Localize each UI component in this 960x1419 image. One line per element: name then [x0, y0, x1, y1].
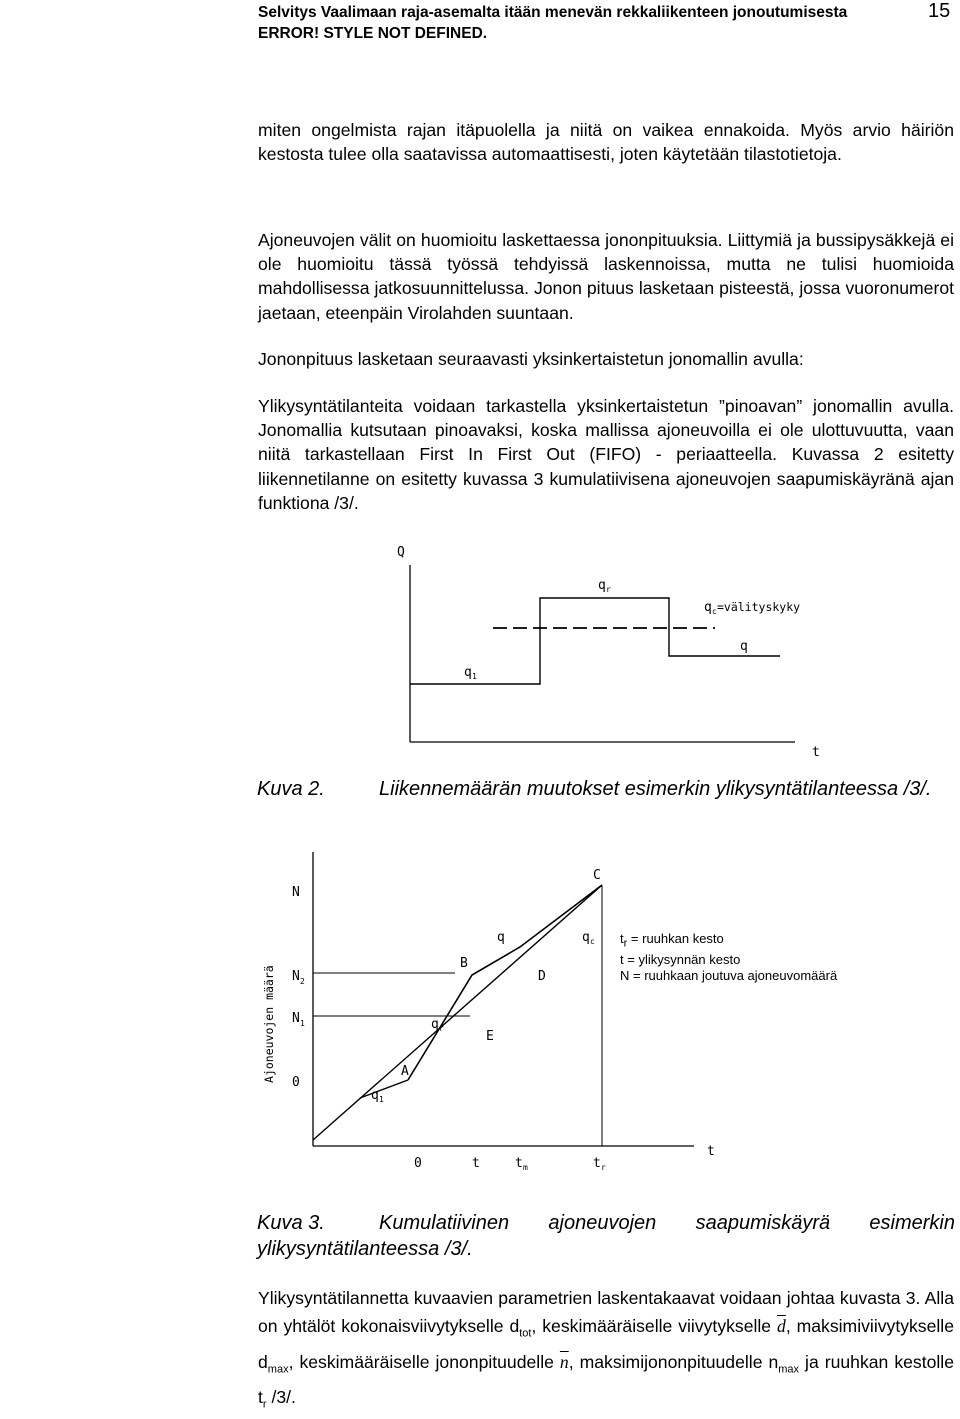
fig3-qc-line	[313, 885, 602, 1140]
figure-2-caption-label: Kuva 2.	[257, 778, 325, 800]
paragraph-3: Jononpituus lasketaan seuraavasti yksinkertaistetun jonomallin avulla:	[258, 349, 804, 369]
fig2-qr-label: q	[598, 578, 606, 593]
n-bar-symbol: $\overline{n}$	[559, 1351, 569, 1372]
fig2-qr-sub: r	[606, 585, 611, 594]
figure-3-caption	[257, 1210, 955, 1262]
paragraph-1: miten ongelmista rajan itäpuolella ja niitä on vaikea ennakoida. Myös arvio häiriön kestosta tulee olla saatavissa automaattisesti, joten käytetään tilastotietoja.	[258, 120, 954, 165]
fig3-qr-label: q	[431, 1017, 439, 1032]
fig2-q1-sub: 1	[472, 672, 477, 681]
fig3-x-t: t	[472, 1156, 480, 1171]
fig2-qc-label: q	[704, 600, 712, 615]
fig2-qc-sub: c	[712, 607, 717, 616]
fig3-y-label: N	[292, 885, 300, 900]
fig3-x-tr: t	[593, 1156, 601, 1171]
fig3-x-tr-sub: r	[601, 1163, 606, 1172]
figure-3-caption-text: Kumulatiivinen ajoneuvojen saapumiskäyrä esimerkin ylikysyntätilanteessa /3/.	[257, 1212, 955, 1260]
fig3-d-label: D	[538, 969, 546, 984]
fig3-x-tm-sub: m	[523, 1163, 528, 1172]
fig3-x-label: t	[707, 1144, 715, 1159]
fig2-q-right: q	[740, 639, 748, 654]
fig3-arrival-curve	[408, 885, 602, 1080]
fig3-n1-label: N	[292, 1011, 300, 1026]
document-header	[258, 2, 847, 44]
figure-3-diagram	[0, 845, 960, 1185]
fig3-x-tm: t	[515, 1156, 523, 1171]
fig3-legend-item: t = ylikysynnän kesto	[620, 951, 741, 967]
fig3-n2-label: N	[292, 969, 300, 984]
header-title: Selvitys Vaalimaan raja-asemalta itään menevän rekkaliikenteen jonoutumisesta	[258, 4, 848, 21]
fig3-x-zero: 0	[414, 1156, 422, 1171]
figure-2-diagram	[0, 530, 960, 770]
fig2-q1-label: q	[464, 665, 472, 680]
fig2-qc-text: =välityskyky	[717, 600, 801, 614]
page-number: 15	[928, 0, 951, 22]
fig3-c-label: C	[593, 868, 601, 883]
fig3-n1-sub: 1	[300, 1019, 305, 1028]
paragraph-4: Ylikysyntätilanteita voidaan tarkastella yksinkertaistetun ”pinoavan” jonomallin avulla. Jonomallia kutsutaan pinoavaksi, koska mallissa ajoneuvoilla ei ole ulottuvuutta, vaan niitä tarkastellaan First In First Out (FIFO) - periaatteella. Kuvassa 2 esitetty liikennetilanne on esitetty kuvassa 3 kumulatiivisena ajoneuvojen saapumiskäyränä ajan funktiona /3/.	[258, 396, 954, 513]
d-bar-symbol: $\overline{d}$	[777, 1316, 786, 1336]
fig3-b-label: B	[460, 956, 468, 971]
fig3-legend-item: $t_r$ = ruuhkan kesto	[620, 931, 724, 950]
fig3-a-label: A	[401, 1064, 409, 1079]
header-error: ERROR! STYLE NOT DEFINED.	[258, 25, 488, 42]
fig3-legend	[620, 931, 837, 984]
fig3-qc-sub: c	[590, 937, 595, 946]
fig3-n2-sub: 2	[300, 977, 305, 986]
fig3-y-axis-title: Ajoneuvojen määrä	[262, 965, 276, 1083]
figure-2-caption-text: Liikennemäärän muutokset esimerkin ylikysyntätilanteessa /3/.	[379, 778, 932, 800]
closing-paragraph: Ylikysyntätilannetta kuvaavien parametrien laskentakaavat voidaan johtaa kuvasta 3. Alla on yhtälöt kokonaisviivytykselle $d_{tot}$, keskimääräiselle viivytykselle $\overline{d}$, maksimiviivytykselle $d_{max}$, keskimääräiselle jononpituudelle $\overline{n}$, maksimijononpituudelle $n_{max}$ ja ruuhkan kestolle $t_r$ /3/.	[258, 1288, 954, 1411]
fig2-y-label: Q	[397, 545, 405, 560]
fig2-x-label: t	[812, 745, 820, 760]
fig3-qr-sub: r	[439, 1024, 444, 1033]
fig3-e-label: E	[486, 1029, 494, 1044]
figure-2-caption	[257, 776, 947, 802]
paragraph-2: Ajoneuvojen välit on huomioitu laskettaessa jononpituuksia. Liittymiä ja bussipysäkkejä ei ole huomioitu tässä työssä tehdyissä laskennoissa, mutta ne tulisi huomioida mahdollisessa jatkosuunnittelussa. Jonon pituus lasketaan pisteestä, jossa vuoronumerot jaetaan, eteenpäin Virolahden suuntaan.	[258, 230, 954, 323]
fig3-qc-label: q	[582, 930, 590, 945]
fig3-q-top: q	[497, 930, 505, 945]
fig3-q1-label: q	[371, 1088, 379, 1103]
fig3-zero-y: 0	[292, 1075, 300, 1090]
figure-3-caption-label: Kuva 3.	[257, 1212, 325, 1234]
fig3-q1-sub: 1	[379, 1095, 384, 1104]
fig3-legend-item: N = ruuhkaan joutuva ajoneuvomäärä	[620, 967, 838, 983]
fig3-q1-line	[360, 1080, 408, 1098]
